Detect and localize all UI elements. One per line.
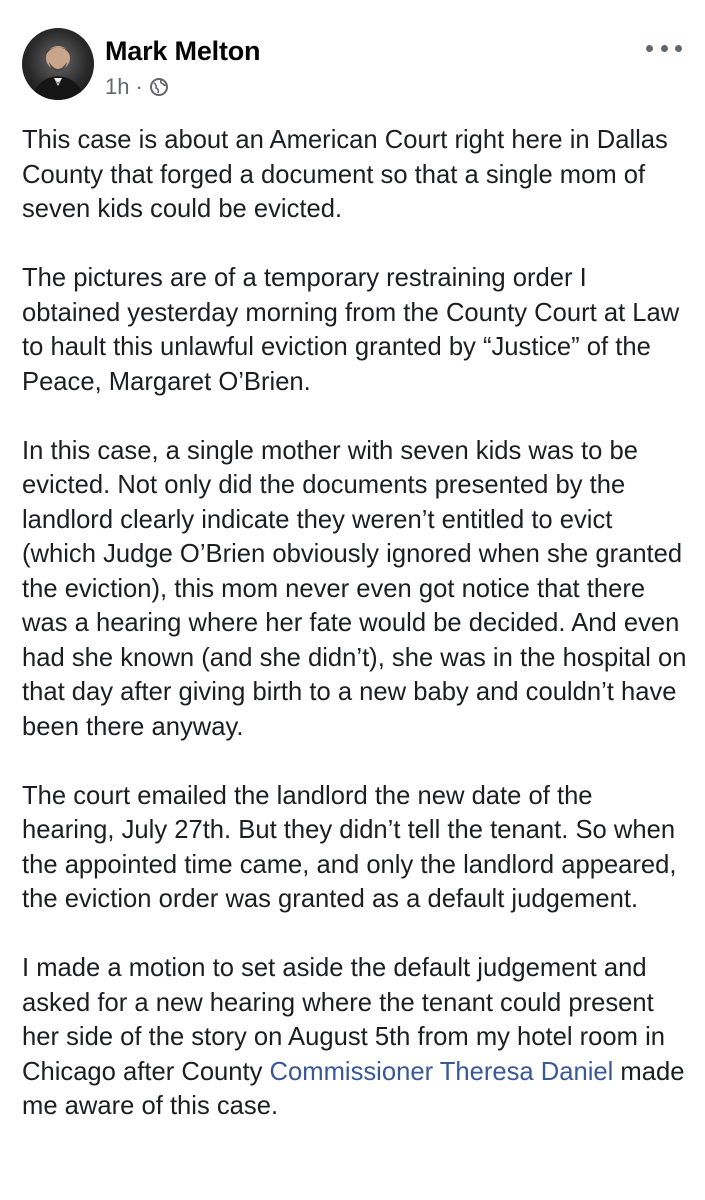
meta-separator: ·	[135, 74, 143, 99]
more-dot	[675, 45, 682, 52]
post-header	[22, 28, 682, 104]
mention-link[interactable]: Commissioner Theresa Daniel	[269, 1057, 614, 1086]
post-paragraph: The court emailed the landlord the new date of the hearing, July 27th. But they didn’t tell the tenant. So when the appointed time came, and only the landlord appeared, the eviction order was granted as a default judgement.	[22, 781, 677, 913]
post-timestamp[interactable]: 1h	[105, 74, 130, 99]
post-text	[22, 123, 692, 1124]
post-paragraph: The pictures are of a temporary restraining order I obtained yesterday morning from the County Court at Law to hault this unlawful eviction granted by “Justice” of the Peace, Margaret O’Brien.	[22, 264, 680, 396]
author-name[interactable]: Mark Melton	[105, 36, 261, 66]
post-paragraph	[22, 951, 692, 1124]
more-horizontal-icon[interactable]	[646, 38, 682, 58]
profile-photo	[22, 28, 94, 100]
post-meta	[105, 74, 169, 100]
paragraph-text: I made a motion to set aside the default judgement and asked for a new hearing where the tenant could present her side of the story on August 5th from my hotel room in Chicago after County	[22, 954, 666, 1086]
paragraph-text: made me aware of this case.	[22, 1057, 685, 1120]
globe-icon[interactable]	[149, 77, 169, 97]
more-dot	[661, 45, 668, 52]
post-paragraph: In this case, a single mother with seven kids was to be evicted. Not only did the documents presented by the landlord clearly indicate they weren’t entitled to evict (which Judge O’Brien obviously ignored when she granted the eviction), this mom never even got notice that there was a hearing where her fate would be decided. And even had she known (and she didn’t), she was in the hospital on that day after giving birth to a new baby and couldn’t have been there anyway.	[22, 436, 687, 741]
avatar[interactable]	[22, 28, 94, 100]
post-paragraph: This case is about an American Court right here in Dallas County that forged a document so that a single mom of seven kids could be evicted.	[22, 126, 668, 223]
more-dot	[646, 45, 653, 52]
